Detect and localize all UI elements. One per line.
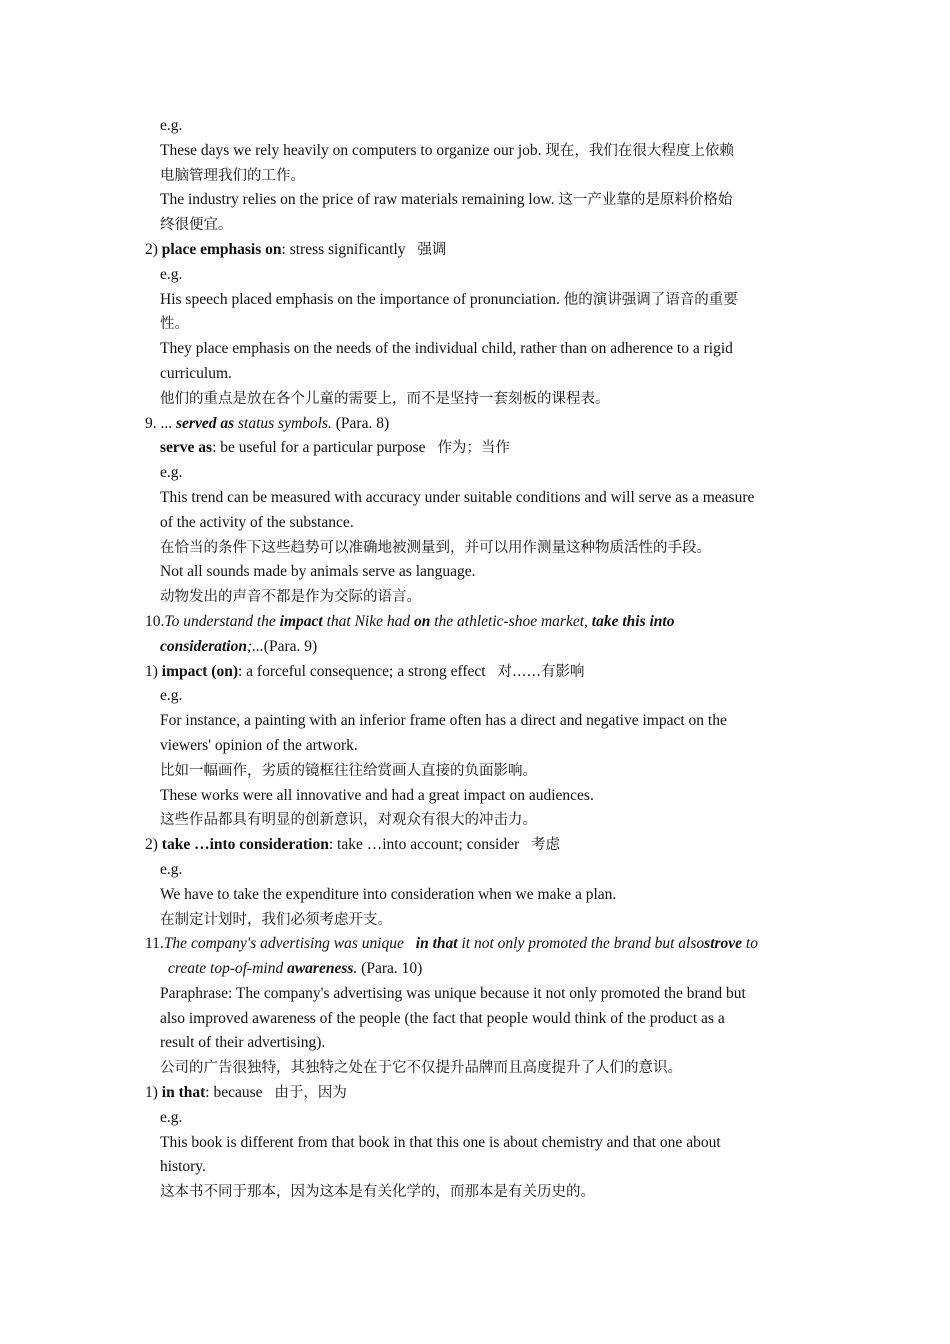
text-en: These days we rely heavily on computers to organize our job. <box>160 141 546 159</box>
paraphrase-translation <box>0 1056 950 1081</box>
key-phrase: consideration <box>160 637 247 655</box>
phrase-heading <box>0 1081 950 1106</box>
text-zh: 电脑管理我们的工作。 <box>160 167 305 184</box>
para-ref: (Para. 9) <box>263 637 318 655</box>
text-zh: 公司的广告很独特，其独特之处在于它不仅提升品牌而且高度提升了人们的意识。 <box>160 1060 682 1077</box>
phrase-heading <box>0 436 950 461</box>
text-zh: 性。 <box>160 316 189 333</box>
sentence-text: To understand the <box>164 612 280 630</box>
example-sentence <box>0 883 950 908</box>
sentence-heading <box>0 610 950 635</box>
item-number: 9. ... <box>145 414 176 432</box>
example-translation <box>0 808 950 833</box>
sentence-text: status symbols. <box>234 414 332 432</box>
text-zh: 现在，我们在很大程度上依赖 <box>545 142 734 159</box>
text-zh: 这本书不同于那本，因为这本是有关化学的，而那本是有关历史的。 <box>160 1184 595 1201</box>
example-sentence-cont <box>0 734 950 759</box>
phrase-heading <box>0 660 950 685</box>
sentence-text: create top-of-mind <box>168 960 288 978</box>
text-zh: 这一产业靠的是原料价格始 <box>558 192 733 209</box>
sentence-text: it not only promoted the brand but also <box>457 935 705 953</box>
text-en: The industry relies on the price of raw materials remaining low. <box>160 191 559 209</box>
item-number: 2) <box>145 836 162 854</box>
example-translation <box>0 759 950 784</box>
sentence-text: the athletic-shoe market, <box>430 612 592 630</box>
phrase-translation: 对……有影响 <box>497 663 585 680</box>
phrase-definition: : a forceful consequence; a strong effect <box>238 662 490 680</box>
text-zh: 动物发出的声音不都是作为交际的语言。 <box>160 589 421 606</box>
phrase-translation: 考虑 <box>530 837 560 854</box>
phrase-heading <box>0 833 950 858</box>
example-sentence <box>0 486 950 511</box>
text-en: This trend can be measured with accuracy under suitable conditions and will serve as a measure <box>160 488 755 506</box>
sentence-text: ;... <box>246 637 264 655</box>
text-en: For instance, a painting with an inferior frame often has a direct and negative impact on the <box>160 712 727 730</box>
key-phrase: served as <box>176 414 235 432</box>
phrase-definition: : take …into account; consider <box>328 836 523 854</box>
text: e.g. <box>160 860 183 878</box>
phrase-term: serve as <box>160 439 213 457</box>
example-translation <box>0 585 950 610</box>
key-phrase: awareness <box>287 960 354 978</box>
key-phrase: take this into <box>591 612 675 630</box>
text-en: viewers' opinion of the artwork. <box>160 736 358 754</box>
text-en: curriculum. <box>160 364 232 382</box>
sentence-text: that Nike had <box>322 612 414 630</box>
example-sentence <box>0 337 950 362</box>
text-en: These works were all innovative and had a great impact on audiences. <box>160 786 594 804</box>
example-translation <box>0 1180 950 1205</box>
phrase-definition: : stress significantly <box>281 240 410 258</box>
text-zh: 他的演讲强调了语音的重要 <box>563 291 738 308</box>
sentence-heading <box>0 412 950 437</box>
text: e.g. <box>160 687 183 705</box>
phrase-term: impact (on) <box>161 662 238 680</box>
text-zh: 比如一幅画作，劣质的镜框往往给赏画人直接的负面影响。 <box>160 762 537 779</box>
phrase-term: in that <box>161 1084 206 1102</box>
example-sentence <box>0 139 950 164</box>
example-label <box>0 263 950 288</box>
key-phrase: in that <box>415 935 458 953</box>
phrase-heading <box>0 238 950 263</box>
item-number: 1) <box>145 662 162 680</box>
example-sentence <box>0 1131 950 1156</box>
text-en: Not all sounds made by animals serve as language. <box>160 563 476 581</box>
text-zh: 这些作品都具有明显的创新意识，对观众有很大的冲击力。 <box>160 812 537 829</box>
item-number: 1) <box>145 1084 162 1102</box>
example-label <box>0 114 950 139</box>
text-zh: 终很便宜。 <box>160 217 233 234</box>
text: e.g. <box>160 117 183 134</box>
example-sentence <box>0 709 950 734</box>
para-ref: (Para. 8) <box>331 414 390 432</box>
item-number: 11. <box>145 935 164 953</box>
text: e.g. <box>160 464 183 482</box>
text-zh: 在制定计划时，我们必须考虑开支。 <box>160 911 392 928</box>
text-en: of the activity of the substance. <box>160 513 354 531</box>
document-page <box>0 114 950 1205</box>
example-sentence-cont <box>0 362 950 387</box>
example-sentence <box>0 784 950 809</box>
text-en: Paraphrase: The company's advertising was unique because it not only promoted the brand but <box>160 984 746 1002</box>
key-phrase: strove <box>704 935 743 953</box>
sentence-text: . <box>353 960 358 978</box>
text-en: result of their advertising). <box>160 1034 326 1052</box>
phrase-translation: 作为；当作 <box>437 440 510 457</box>
text: e.g. <box>160 1108 183 1126</box>
sentence-text: The company's advertising was unique <box>163 935 408 953</box>
example-sentence-cont <box>0 511 950 536</box>
example-sentence <box>0 560 950 585</box>
key-phrase: on <box>413 612 431 630</box>
sentence-text: to <box>742 935 758 953</box>
phrase-term: take …into consideration <box>161 836 329 854</box>
example-sentence <box>0 188 950 213</box>
phrase-translation: 由于，因为 <box>274 1085 347 1102</box>
sentence-heading-cont <box>0 635 950 660</box>
sentence-heading-cont <box>0 957 950 982</box>
paraphrase <box>0 982 950 1007</box>
text-zh: 在恰当的条件下这些趋势可以准确地被测量到，并可以用作测量这种物质活性的手段。 <box>160 539 711 556</box>
text-zh: 他们的重点是放在各个儿童的需要上，而不是坚持一套刻板的课程表。 <box>160 390 610 407</box>
text-en: history. <box>160 1158 206 1176</box>
key-phrase: impact <box>279 612 323 630</box>
example-sentence-cont <box>0 164 950 189</box>
example-label <box>0 858 950 883</box>
text-en: They place emphasis on the needs of the individual child, rather than on adherence to a rigid <box>160 340 733 358</box>
example-sentence <box>0 288 950 313</box>
text-en: also improved awareness of the people (the fact that people would think of the product as a <box>160 1009 725 1027</box>
phrase-term: place emphasis on <box>161 240 282 258</box>
phrase-definition: : because <box>205 1084 267 1102</box>
paraphrase-cont <box>0 1031 950 1056</box>
text: e.g. <box>160 265 183 283</box>
text-en: His speech placed emphasis on the importance of pronunciation. <box>160 290 564 308</box>
example-label <box>0 1106 950 1131</box>
para-ref: (Para. 10) <box>357 960 423 978</box>
example-label <box>0 461 950 486</box>
text-en: This book is different from that book in that this one is about chemistry and that one about <box>160 1133 721 1151</box>
item-number: 10. <box>145 612 165 630</box>
sentence-heading <box>0 932 950 957</box>
example-sentence-cont <box>0 1155 950 1180</box>
text-en: We have to take the expenditure into consideration when we make a plan. <box>160 885 617 903</box>
phrase-definition: : be useful for a particular purpose <box>212 439 430 457</box>
example-sentence-cont <box>0 213 950 238</box>
example-translation <box>0 536 950 561</box>
example-label <box>0 684 950 709</box>
example-sentence-cont <box>0 312 950 337</box>
example-translation <box>0 908 950 933</box>
phrase-translation: 强调 <box>417 241 447 258</box>
item-number: 2) <box>145 240 162 258</box>
example-translation <box>0 387 950 412</box>
paraphrase-cont <box>0 1007 950 1032</box>
